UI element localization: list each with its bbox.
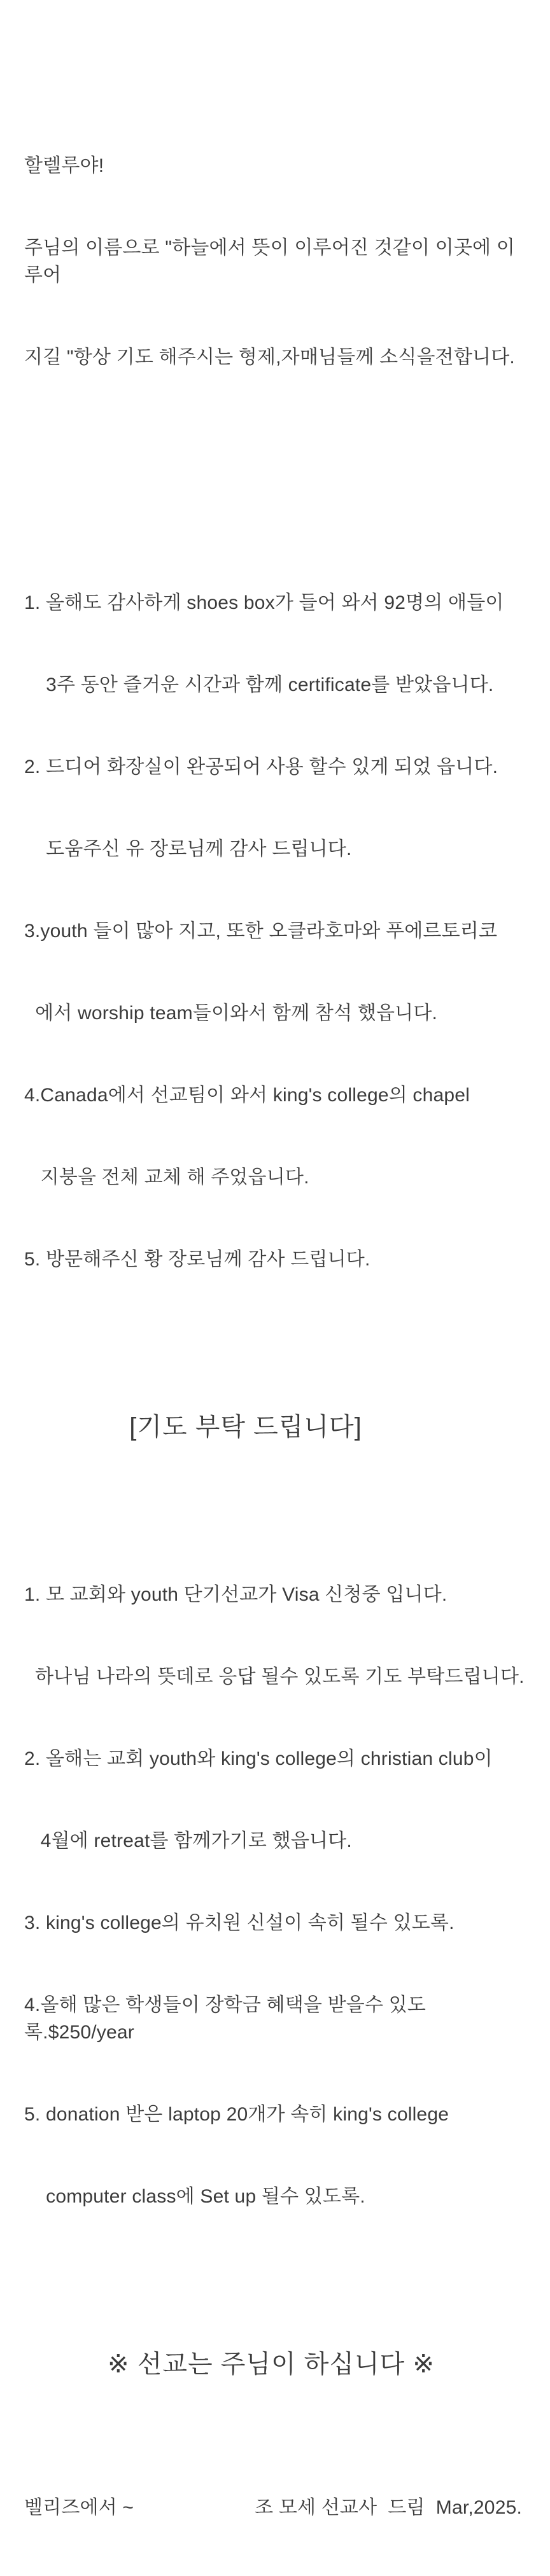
greeting-line: 지길 "항상 기도 해주시는 형제,자매님들께 소식을전합니다. — [24, 347, 515, 368]
prayer-item-line: 하나님 나라의 뜻데로 응답 될수 있도록 기도 부탁드립니다. — [24, 1666, 525, 1687]
motto-line: ※ 선교는 주님이 하십니다 ※ — [108, 2350, 435, 2378]
prayer-list-section — [24, 1526, 531, 2265]
footer-signature: 조 모세 선교사 드림 Mar,2025. — [255, 2497, 522, 2518]
news-item-line: 3주 동안 즐거운 시간과 함께 certificate를 받았읍니다. — [24, 674, 494, 695]
prayer-item-line: computer class에 Set up 될수 있도록. — [24, 2186, 365, 2207]
prayer-item-line: 4월에 retreat를 함께가기로 했읍니다. — [24, 1830, 352, 1851]
footer-location: 벨리즈에서 ~ — [24, 2497, 134, 2518]
news-item-line: 3.youth 들이 많아 지고, 또한 오클라호마와 푸에르토리코 — [24, 921, 498, 942]
news-item-line: 1. 올해도 감사하게 shoes box가 들어 와서 92명의 애들이 — [24, 592, 504, 613]
greeting-line: 주님의 이름으로 "하늘에서 뜻이 이루어진 것같이 이곳에 이루어 — [24, 237, 515, 286]
greeting-line: 할렐루야! — [24, 155, 104, 176]
prayer-item-line: 1. 모 교회와 youth 단기선교가 Visa 신청중 입니다. — [24, 1584, 448, 1605]
prayer-section-title: [기도 부탁 드립니다] — [129, 1413, 362, 1441]
prayer-item-line: 5. donation 받은 laptop 20개가 속히 king's college — [24, 2104, 449, 2125]
footer-row — [24, 2494, 531, 2521]
news-item-line: 에서 worship team들이와서 함께 참석 했읍니다. — [24, 1003, 438, 1024]
news-item-line: 도움주신 유 장로님께 감사 드립니다. — [24, 839, 352, 860]
prayer-item-line: 4.올해 많은 학생들이 장학금 혜택을 받을수 있도록.$250/year — [24, 1995, 427, 2043]
prayer-item-line: 2. 올해는 교회 youth와 king's college의 christian club이 — [24, 1748, 493, 1769]
news-item-line: 지붕을 전체 교체 해 주었읍니다. — [24, 1167, 309, 1188]
news-list-section — [24, 534, 531, 1328]
greeting-section — [24, 97, 531, 426]
prayer-item-line: 3. king's college의 유치원 신설이 속히 될수 있도록. — [24, 1912, 455, 1933]
news-item-line: 2. 드디어 화장실이 완공되어 사용 할수 있게 되었 읍니다. — [24, 756, 498, 777]
news-item-line: 4.Canada에서 선교팀이 와서 king's college의 chapel — [24, 1085, 470, 1106]
news-item-line: 5. 방문해주신 황 장로님께 감사 드립니다. — [24, 1249, 370, 1270]
